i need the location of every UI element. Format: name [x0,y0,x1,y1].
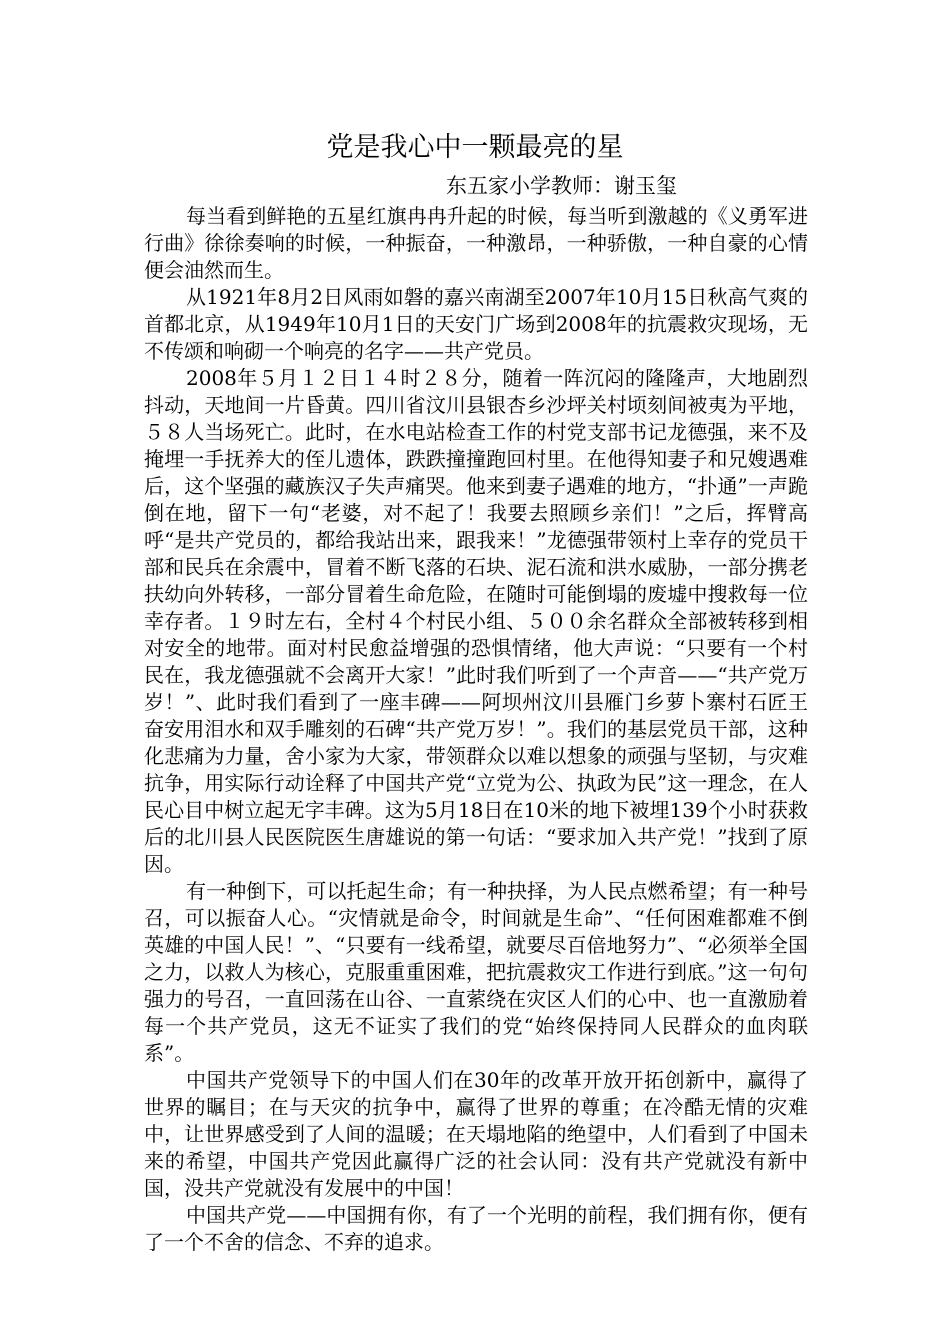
paragraph-4: 有一种倒下，可以托起生命；有一种抉择，为人民点燃希望；有一种号召，可以振奋人心。“灾情就是命令，时间就是生命”、“任何困难都难不倒英雄的中国人民！”、“只要有一线希望，就要尽百倍地努力”、“必须举全国之力，以救人为核心，克服重重困难，把抗震救灾工作进行到底。”这一句句强力的号召，一直回荡在山谷、一直萦绕在灾区人们的心中、也一直激励着每一个共产党员，这无不证实了我们的党“始终保持同人民群众的血肉联系”。 [144,879,808,1065]
document-title: 党是我心中一颗最亮的星 [326,132,624,163]
paragraph-2: 从1921年8月2日风雨如磐的嘉兴南湖至2007年10月15日秋高气爽的首都北京，从1949年10月1日的天安门广场到2008年的抗震救灾现场，无不传颂和响砌一个响亮的名字——共产党员。 [144,285,808,363]
paragraph-3: 2008年５月１２日１４时２８分，随着一阵沉闷的隆隆声，大地剧烈抖动，天地间一片昏黄。四川省汶川县银杏乡沙坪关村顷刻间被夷为平地，５８人当场死亡。此时，在水电站检查工作的村党支部书记龙德强，来不及掩埋一手抚养大的侄儿遗体，跌跌撞撞跑回村里。在他得知妻子和兄嫂遇难后，这个坚强的藏族汉子失声痛哭。他来到妻子遇难的地方，“扑通”一声跪倒在地，留下一句“老婆，对不起了！我要去照顾乡亲们！”之后，挥臂高呼“是共产党员的，都给我站出来，跟我来！”龙德强带领村上幸存的党员干部和民兵在余震中，冒着不断飞落的石块、泥石流和洪水威胁，一部分携老扶幼向外转移，一部分冒着生命危险，在随时可能倒塌的废墟中搜救每一位幸存者。１９时左右，全村４个村民小组、５００余名群众全部被转移到相对安全的地带。面对村民愈益增强的恐惧情绪，他大声说：“只要有一个村民在，我龙德强就不会离开大家！”此时我们听到了一个声音——“共产党万岁！”、此时我们看到了一座丰碑——阿坝州汶川县雁门乡萝卜寨村石匠王奋安用泪水和双手雕刻的石碑“共产党万岁！”。我们的基层党员干部，这种化悲痛为力量，舍小家为大家，带领群众以难以想象的顽强与坚韧，与灾难抗争，用实际行动诠释了中国共产党“立党为公、执政为民”这一理念，在人民心目中树立起无字丰碑。这为5月18日在10米的地下被埋139个小时获救后的北川县人民医院医生唐雄说的第一句话：“要求加入共产党！”找到了原因。 [144,366,808,876]
document-body [144,203,808,1256]
paragraph-1: 每当看到鲜艳的五星红旗冉冉升起的时候，每当听到激越的《义勇军进行曲》徐徐奏响的时候，一种振奋，一种激昂，一种骄傲，一种自豪的心情便会油然而生。 [144,204,808,282]
paragraph-6: 中国共产党——中国拥有你，有了一个光明的前程，我们拥有你，便有了一个不舍的信念、不弃的追求。 [144,1203,808,1254]
author-line: 东五家小学教师：谢玉玺 [446,174,677,198]
paragraph-5: 中国共产党领导下的中国人们在30年的改革开放开拓创新中，赢得了世界的瞩目；在与天灾的抗争中，赢得了世界的尊重；在冷酷无情的灾难中，让世界感受到了人间的温暖；在天塌地陷的绝望中，人们看到了中国未来的希望，中国共产党因此赢得广泛的社会认同：没有共产党就没有新中国，没共产党就没有发展中的中国！ [144,1068,808,1200]
